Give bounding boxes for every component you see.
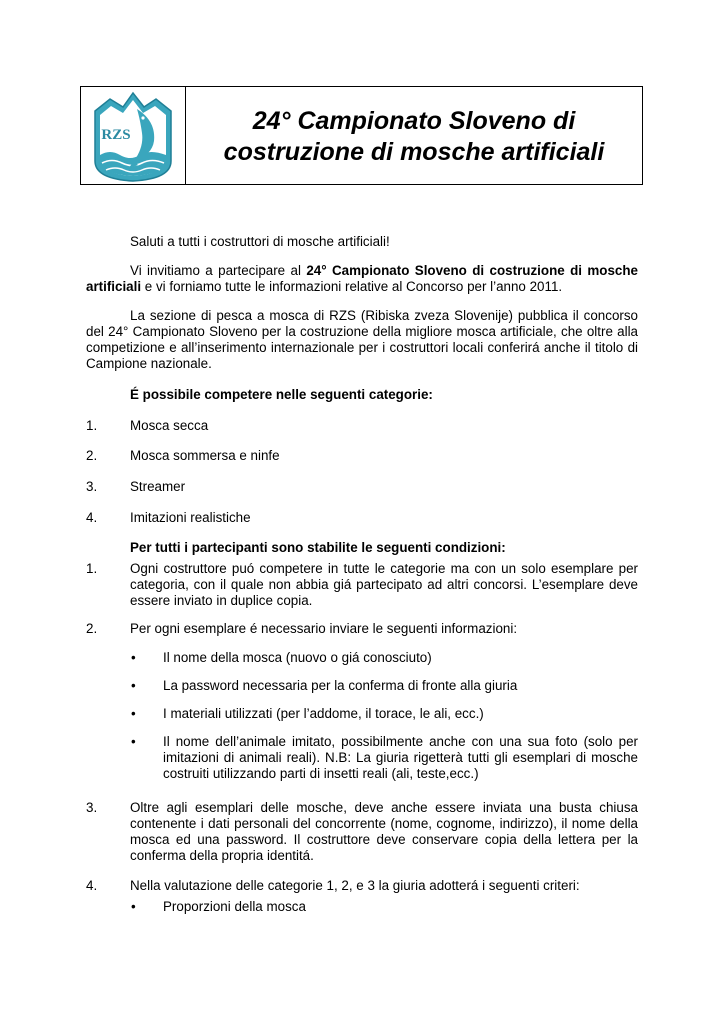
bullet-icon: • (131, 899, 136, 914)
invite-post: e vi forniamo tutte le informazioni relative al Concorso per l’anno 2011. (141, 279, 563, 294)
bullet-text: Il nome dell’animale imitato, possibilmente anche con una sua foto (solo per imitazioni di animali reali). N.B: La giuria rigetterà tutti gli esemplari di mosche costruiti utilizzando parti di insetti reali (ali, teste,ecc.) (163, 734, 638, 781)
list-text: Oltre agli esemplari delle mosche, deve anche essere inviata una busta chiusa contenente i dati personali del concorrente (nome, cognome, indirizzo), il nome della mosca ed una password. Il costruttore deve conservare copia della lettera per la conferma della propria identitá. (130, 800, 638, 863)
intro-paragraph: La sezione di pesca a mosca di RZS (Ribiska zveza Slovenije) pubblica il concorso del 24° Campionato Sloveno per la costruzione della migliore mosca artificiale, che oltre alla competizione e all’inserimento internazionale per i costruttori locali conferirá anche il titolo di Campione nazionale. (86, 308, 638, 371)
bullet-icon: • (131, 650, 136, 665)
title-line-2: costruzione di mosche artificiali (223, 137, 605, 166)
title-cell (186, 87, 642, 184)
conditions-heading (86, 540, 638, 556)
bullet-icon: • (131, 678, 136, 693)
list-number: 3. (86, 479, 98, 494)
categories-heading (86, 387, 638, 403)
logo-cell (81, 87, 186, 184)
list-number: 1. (86, 418, 98, 433)
list-text: Nella valutazione delle categorie 1, 2, e 3 la giuria adotterá i seguenti criteri: (130, 878, 580, 893)
list-text: Ogni costruttore puó competere in tutte le categorie ma con un solo esemplare per categoria, con il quale non abbia giá partecipato ad altri concorsi. L’esemplare deve essere inviato in duplice copia. (130, 561, 638, 608)
list-text: Per ogni esemplare é necessario inviare le seguenti informazioni: (130, 621, 518, 636)
list-number: 1. (86, 561, 98, 576)
rzs-logo (90, 89, 176, 183)
invite-pre: Vi invitiamo a partecipare al (130, 263, 307, 278)
document-title (224, 106, 605, 168)
invite-paragraph (86, 263, 638, 295)
list-number: 4. (86, 510, 98, 525)
bullet-icon: • (131, 706, 136, 721)
bullet-text: Il nome della mosca (nuovo o giá conosciuto) (163, 650, 432, 665)
list-text: Mosca sommersa e ninfe (130, 448, 280, 463)
conditions-heading-text: Per tutti i partecipanti sono stabilite le seguenti condizioni: (130, 540, 506, 555)
list-number: 2. (86, 448, 98, 463)
categories-heading-text: É possibile competere nelle seguenti categorie: (130, 387, 433, 402)
list-number: 3. (86, 800, 98, 815)
bullet-text: La password necessaria per la conferma di fronte alla giuria (163, 678, 518, 693)
bullet-icon: • (131, 734, 136, 749)
list-number: 2. (86, 621, 98, 636)
bullet-text: I materiali utilizzati (per l’addome, il torace, le ali, ecc.) (163, 706, 484, 721)
greeting-paragraph: Saluti a tutti i costruttori di mosche artificiali! (130, 234, 390, 249)
header-table (80, 86, 643, 185)
list-number: 4. (86, 878, 98, 893)
invite-bold: 24° Campionato Sloveno di costruzione di mosche artificiali (86, 263, 639, 294)
list-text: Mosca secca (130, 418, 209, 433)
bullet-text: Proporzioni della mosca (163, 899, 306, 914)
list-text: Imitazioni realistiche (130, 510, 251, 525)
list-text: Streamer (130, 479, 186, 494)
logo-text: RZS (101, 126, 131, 143)
title-line-1: 24° Campionato Sloveno di (252, 106, 576, 135)
